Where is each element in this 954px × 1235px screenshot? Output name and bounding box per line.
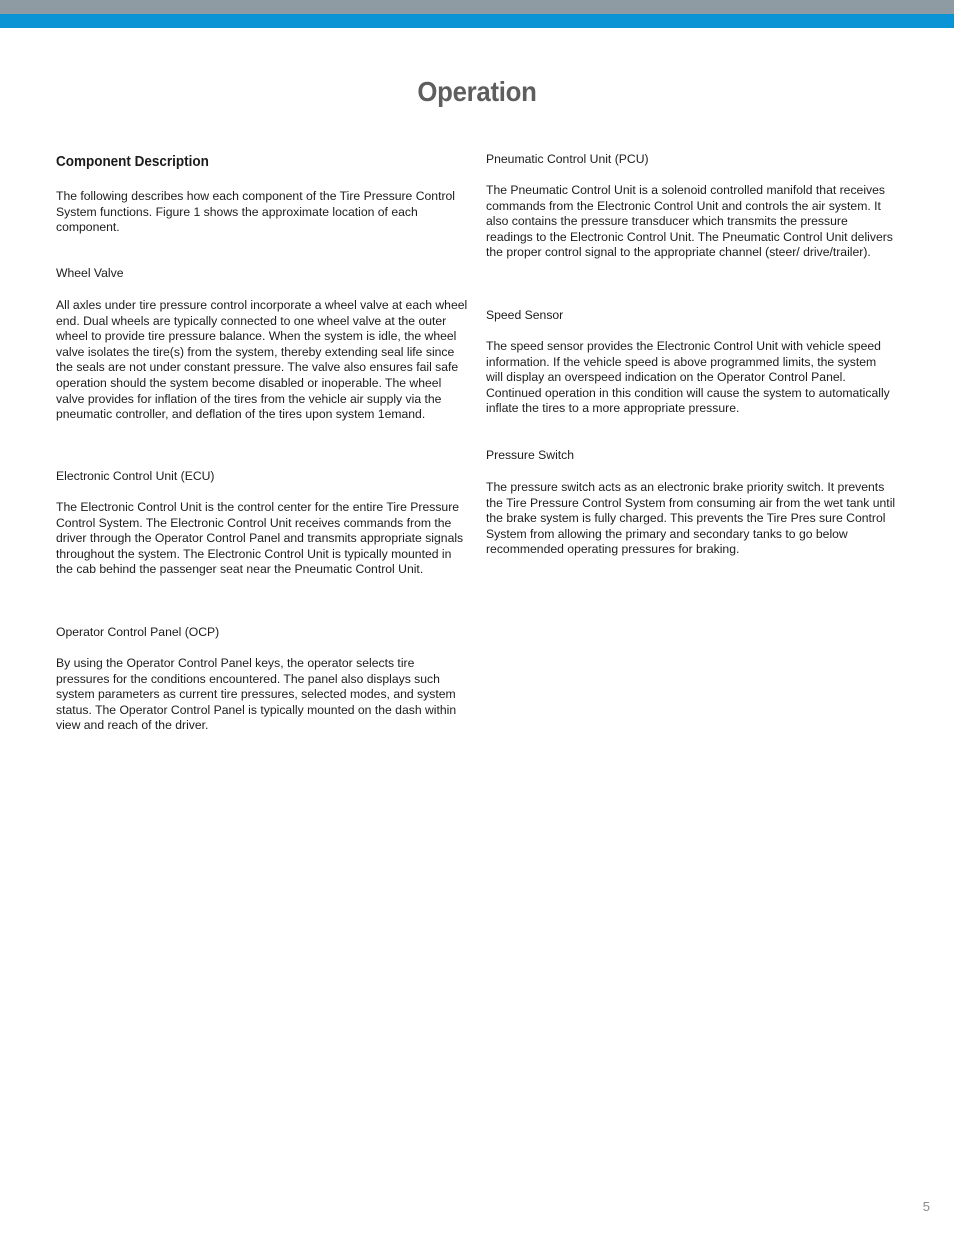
pcu-paragraph: The Pneumatic Control Unit is a solenoid controlled manifold that receives commands from the Electronic Control Unit and controls the air system. It also contains the pressure transducer which transmits the pressure readings to the Electronic Control Unit. The Pneumatic Control Unit delivers the proper control signal to the appropriate channel (steer/ drive/trailer). — [486, 183, 893, 260]
ecu-heading: Electronic Control Unit (ECU) — [56, 469, 215, 483]
ocp-heading: Operator Control Panel (OCP) — [56, 625, 220, 639]
ecu-paragraph: The Electronic Control Unit is the control center for the entire Tire Pressure Control System. The Electronic Control Unit receives commands from the driver through the Operator Control Panel and transmits appropriate signals throughout the system. The Electronic Control Unit is typically mounted in the cab behind the passenger seat near the Pneumatic Control Unit. — [56, 500, 464, 577]
header-band-blue — [0, 14, 954, 28]
page-title: Operation — [417, 76, 537, 107]
pressure-switch-paragraph: The pressure switch acts as an electronic brake priority switch. It prevents the Tire Pressure Control System from consuming air from the wet tank until the brake system is fully charged. This prevents the Tire Pres sure Control System from allowing the primary and secondary tanks to go below recommended operating pressures for braking. — [486, 480, 896, 557]
section-heading: Component Description — [56, 154, 209, 170]
header-band-gray — [0, 0, 954, 14]
intro-paragraph: The following describes how each component of the Tire Pressure Control System functions. Figure 1 shows the approximate location of each component. — [56, 189, 456, 235]
page-number: 5 — [922, 1199, 930, 1214]
wheel-valve-heading: Wheel Valve — [56, 266, 124, 280]
pressure-switch-heading: Pressure Switch — [486, 448, 575, 462]
wheel-valve-paragraph: All axles under tire pressure control incorporate a wheel valve at each wheel end. Dual wheels are typically connected to one wheel valve at the outer wheel to provide tire pressure balance. When the system is idle, the wheel valve isolates the tire(s) from the system, thereby extending seal life since the seals are not under constant pressure. The valve also ensures fail safe operation should the system become disabled or inoperable. The wheel valve provides for inflation of the tires from the vehicle air supply via the pneumatic controller, and deflation of the tires upon system 1emand. — [56, 298, 468, 422]
pcu-heading: Pneumatic Control Unit (PCU) — [486, 152, 649, 166]
speed-sensor-paragraph: The speed sensor provides the Electronic Control Unit with vehicle speed information. If the vehicle speed is above programmed limits, the system will display an overspeed indication on the Operator Control Panel. Continued operation in this condition will cause the system to automatically inflate the tires to a more appropriate pressure. — [486, 339, 890, 416]
speed-sensor-heading: Speed Sensor — [486, 308, 564, 322]
ocp-paragraph: By using the Operator Control Panel keys, the operator selects tire pressures for the conditions encountered. The panel also displays such system parameters as current tire pressures, selected modes, and system status. The Operator Control Panel is typically mounted on the dash within view and reach of the driver. — [56, 656, 457, 733]
